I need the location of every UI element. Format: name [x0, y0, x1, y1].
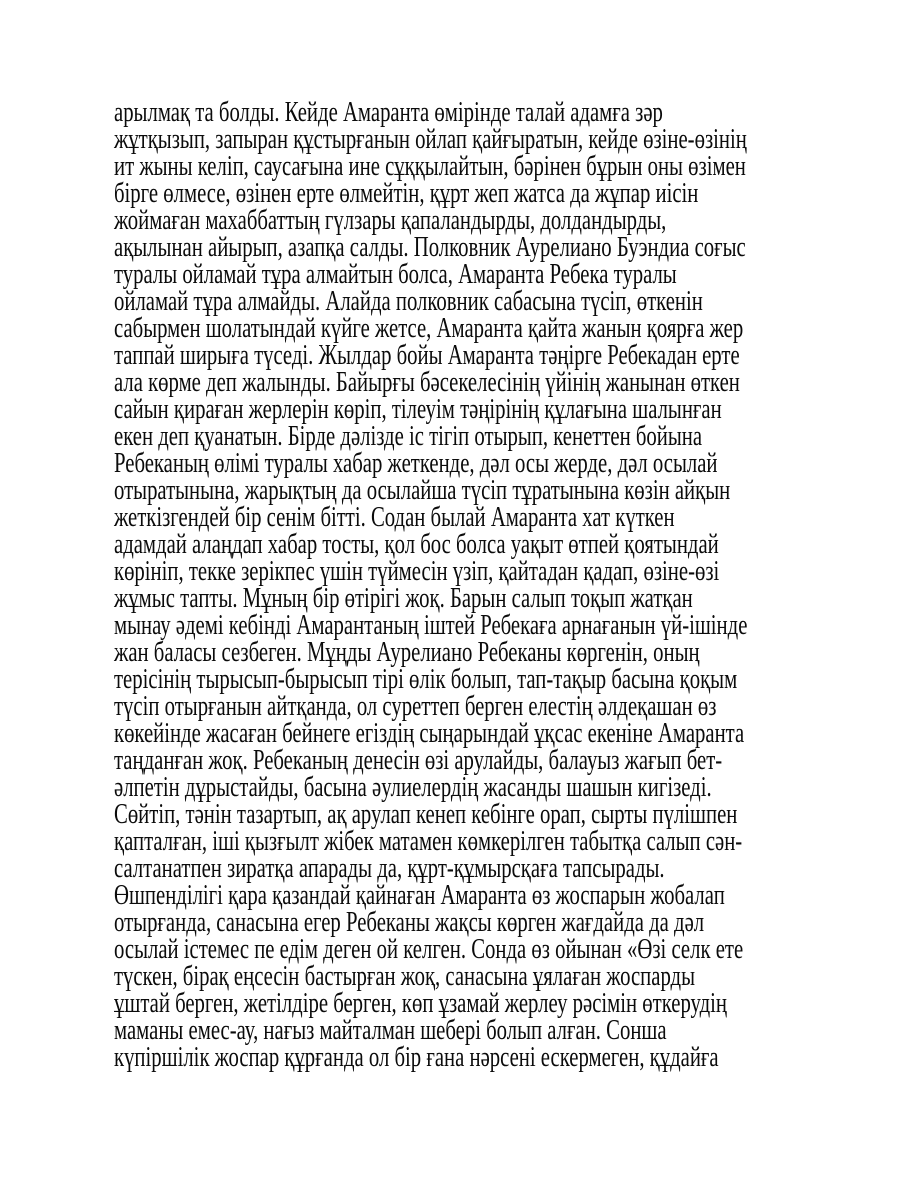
text-line: қапталған, іші қызғылт жібек матамен көмкерілген табытқа салып сән-: [114, 826, 743, 857]
text-line: ұштай берген, жетілдіре берген, көп ұзамай жерлеу рәсімін өткерудің: [114, 988, 728, 1019]
text-line: жұмыс тапты. Мұның бір өтірігі жоқ. Барын салып тоқып жатқан: [114, 583, 693, 614]
text-line: арылмақ та болды. Кейде Амаранта өмірінде талай адамға зәр: [114, 97, 663, 128]
text-line: отыратынына, жарықтың да осылайша түсіп тұратынына көзін айқын: [114, 475, 731, 506]
text-line: күпіршілік жоспар құрғанда ол бір ғана нәрсені ескермеген, құдайға: [114, 1042, 719, 1073]
text-line: туралы ойламай тұра алмайтын болса, Амаранта Ребека туралы: [114, 259, 677, 290]
text-line: сайын қираған жерлерін көріп, тілеуім тәңірінің құлағына шалынған: [114, 394, 722, 425]
text-line: отырғанда, санасына егер Ребеканы жақсы көрген жағдайда да дәл: [114, 907, 705, 938]
text-line: Сөйтіп, тәнін тазартып, ақ арулап кенеп кебінге орап, сырты пүлішпен: [114, 799, 738, 830]
text-line: бірге өлмесе, өзінен ерте өлмейтін, құрт жеп жатса да жұпар иісін: [114, 178, 699, 209]
text-line: мынау әдемі кебінді Амарантаның іштей Ребекаға арнағанын үй-ішінде: [114, 610, 748, 641]
text-line: екен деп қуанатын. Бірде дәлізде іс тігіп отырып, кенеттен бойына: [114, 421, 703, 452]
text-line: ит жыны келіп, саусағына ине сұққылайтын, бәрінен бұрын оны өзімен: [114, 151, 746, 182]
text-line: жеткізгендей бір сенім бітті. Содан былай Амаранта хат күткен: [114, 502, 675, 533]
body-text: [114, 99, 818, 1071]
text-line: түскен, бірақ еңсесін бастырған жоқ, санасына ұялаған жоспарды: [114, 961, 696, 992]
text-line: әлпетін дұрыстайды, басына әулиелердің жасанды шашын кигізеді.: [114, 772, 712, 803]
text-line: жұтқызып, запыран құстырғанын ойлап қайғыратын, кейде өзіне-өзінің: [114, 124, 747, 155]
text-line: ойламай тұра алмайды. Алайда полковник сабасына түсіп, өткенін: [114, 286, 703, 317]
text-line: жоймаған махаббаттың гүлзары қапаландырды, долдандырды,: [114, 205, 667, 236]
text-line: ала көрме деп жалынды. Байырғы бәсекелесінің үйінің жанынан өткен: [114, 367, 740, 398]
text-line: таппай ширыға түседі. Жылдар бойы Амаранта тәңірге Ребекадан ерте: [114, 340, 740, 371]
text-line: түсіп отырғанын айтқанда, ол суреттеп берген елестің әлдеқашан өз: [114, 691, 717, 722]
text-line: көрініп, текке зерікпес үшін түймесін үзіп, қайтадан қадап, өзіне-өзі: [114, 556, 720, 587]
text-line: осылай істемес пе едім деген ой келген. Сонда өз ойынан «Өзі селк ете: [114, 934, 744, 965]
text-line: адамдай алаңдап хабар тосты, қол бос болса уақыт өтпей қоятындай: [114, 529, 719, 560]
text-line: жан баласы сезбеген. Мұңды Аурелиано Ребеканы көргенін, оның: [114, 637, 700, 668]
text-line: салтанатпен зиратқа апарады да, құрт-құмырсқаға тапсырады.: [114, 853, 665, 884]
text-line: ақылынан айырып, азапқа салды. Полковник Аурелиано Буэндиа соғыс: [114, 232, 746, 263]
text-line: сабырмен шолатындай күйге жетсе, Амаранта қайта жанын қоярға жер: [114, 313, 744, 344]
text-line: Ребеканың өлімі туралы хабар жеткенде, дәл осы жерде, дәл осылай: [114, 448, 718, 479]
text-line: Өшпенділігі қара қазандай қайнаған Амаранта өз жоспарын жобалап: [114, 880, 725, 911]
text-line: таңданған жоқ. Ребеканың денесін өзі арулайды, балауыз жағып бет-: [114, 745, 723, 776]
text-line: маманы емес-ау, нағыз майталман шебері болып алған. Сонша: [114, 1015, 667, 1046]
text-line: көкейінде жасаған бейнеге егіздің сыңарындай ұқсас екеніне Амаранта: [114, 718, 745, 749]
text-line: терісінің тырысып-бырысып тірі өлік болып, тап-тақыр басына қоқым: [114, 664, 738, 695]
